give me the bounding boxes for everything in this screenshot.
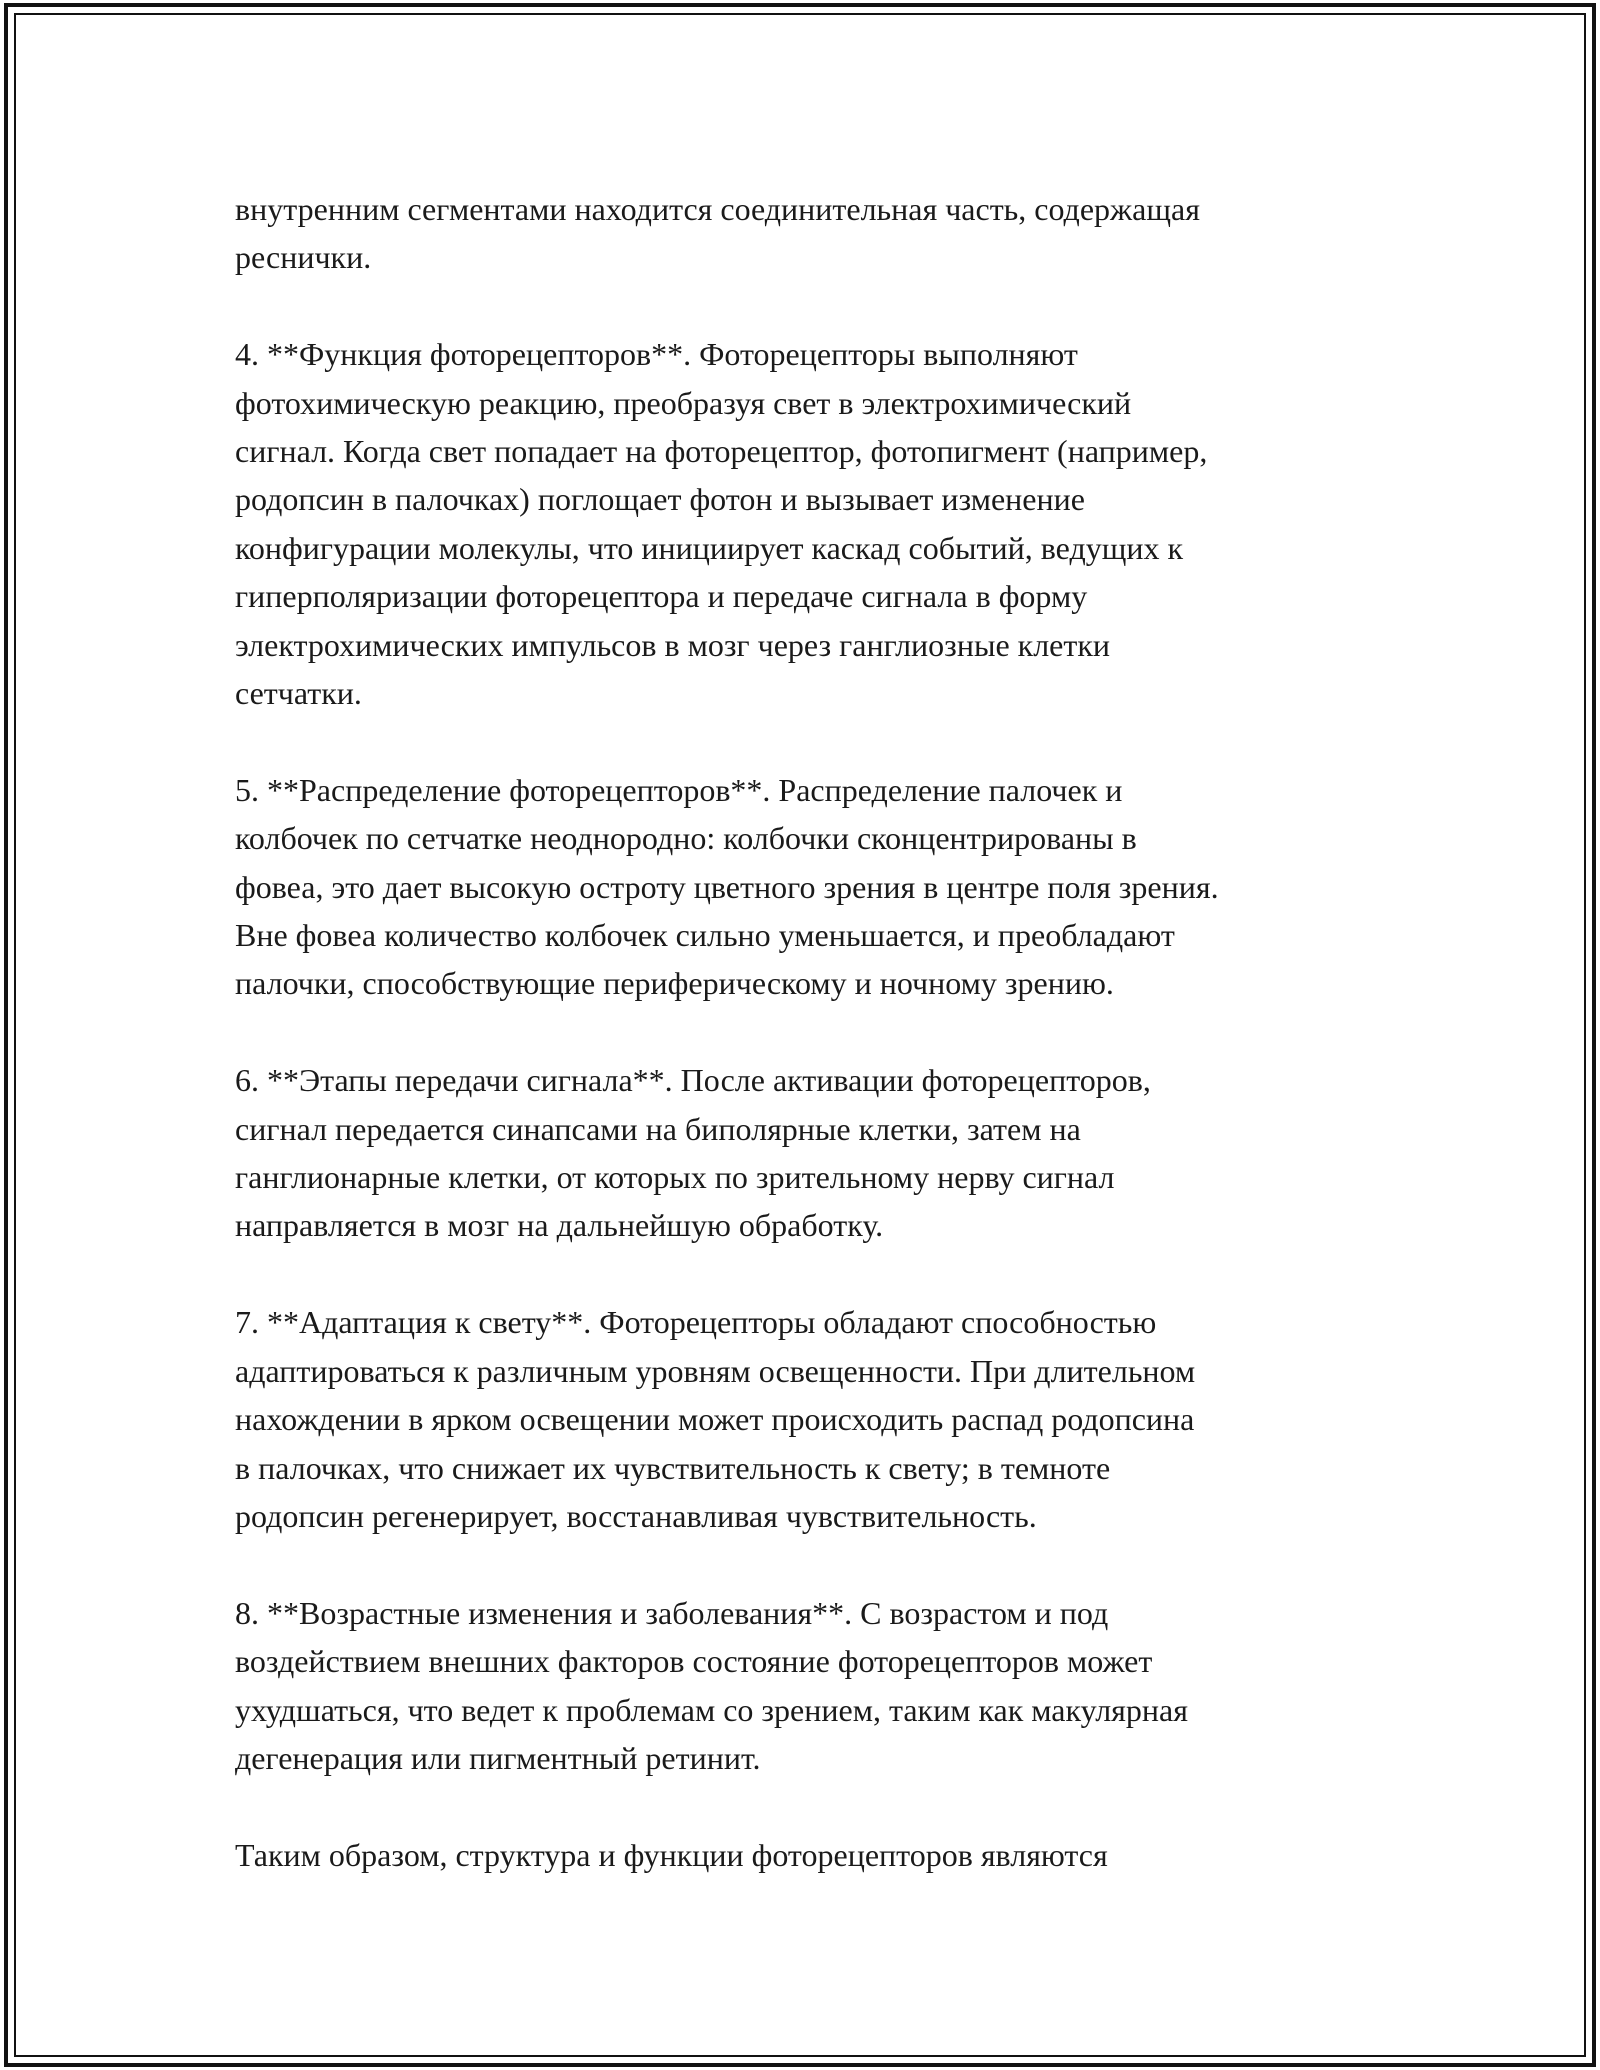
text-line: колбочек по сетчатке неоднородно: колбочки сконцентрированы в	[235, 820, 1137, 857]
text-line: 7. **Адаптация к свету**. Фоторецепторы обладают способностью	[235, 1304, 1157, 1341]
paragraph-item-6	[235, 1056, 1375, 1250]
text-line: 6. **Этапы передачи сигнала**. После активации фоторецепторов,	[235, 1062, 1151, 1099]
text-line: родопсин в палочках) поглощает фотон и вызывает изменение	[235, 481, 1085, 518]
paragraph-item-5	[235, 766, 1375, 1008]
text-line: 5. **Распределение фоторецепторов**. Распределение палочек и	[235, 771, 1123, 808]
document-body	[235, 185, 1375, 1928]
text-line: фотохимическую реакцию, преобразуя свет в электрохимический	[235, 384, 1132, 421]
text-line: внутренним сегментами находится соединительная часть, содержащая	[235, 191, 1200, 227]
text-line: Вне фовеа количество колбочек сильно уменьшается, и преобладают	[235, 917, 1175, 954]
paragraph-item-7	[235, 1298, 1375, 1540]
text-line: ганглионарные клетки, от которых по зрительному нерву сигнал	[235, 1159, 1115, 1196]
paragraph-item-4	[235, 330, 1375, 717]
text-line: гиперполяризации фоторецептора и передаче сигнала в форму	[235, 578, 1088, 615]
text-line: дегенерация или пигментный ретинит.	[235, 1739, 761, 1776]
text-line: 8. **Возрастные изменения и заболевания**. С возрастом и под	[235, 1594, 1109, 1631]
text-line: Таким образом, структура и функции фоторецепторов являются	[235, 1836, 1108, 1873]
text-line: нахождении в ярком освещении может происходить распад родопсина	[235, 1401, 1195, 1438]
text-line: в палочках, что снижает их чувствительность к свету; в темноте	[235, 1449, 1111, 1486]
text-line: 4. **Функция фоторецепторов**. Фоторецепторы выполняют	[235, 336, 1078, 373]
text-line: палочки, способствующие периферическому и ночному зрению.	[235, 965, 1114, 1002]
text-line: родопсин регенерирует, восстанавливая чувствительность.	[235, 1497, 1037, 1534]
paragraph-conclusion	[235, 1831, 1375, 1879]
paragraph-continuation	[235, 185, 1375, 282]
text-line: реснички.	[235, 239, 372, 276]
text-line: сигнал. Когда свет попадает на фоторецептор, фотопигмент (например,	[235, 433, 1208, 470]
paragraph-item-8	[235, 1589, 1375, 1783]
text-line: сигнал передается синапсами на биполярные клетки, затем на	[235, 1110, 1081, 1147]
text-line: воздействием внешних факторов состояние фоторецепторов может	[235, 1643, 1153, 1680]
text-line: адаптироваться к различным уровням освещенности. При длительном	[235, 1352, 1196, 1389]
text-line: электрохимических импульсов в мозг через ганглиозные клетки	[235, 626, 1111, 663]
text-line: направляется в мозг на дальнейшую обработку.	[235, 1207, 884, 1244]
text-line: конфигурации молекулы, что инициирует каскад событий, ведущих к	[235, 529, 1184, 566]
text-line: фовеа, это дает высокую остроту цветного зрения в центре поля зрения.	[235, 868, 1219, 905]
text-line: сетчатки.	[235, 675, 362, 712]
text-line: ухудшаться, что ведет к проблемам со зрением, таким как макулярная	[235, 1691, 1188, 1728]
